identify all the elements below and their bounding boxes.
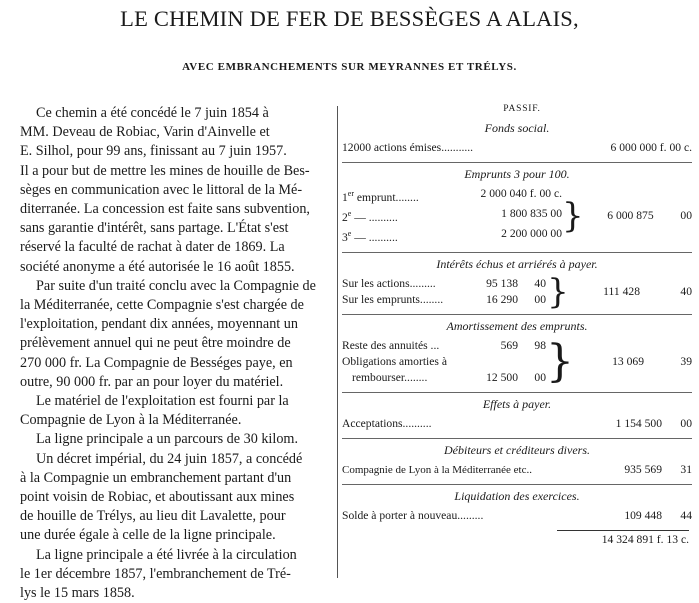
row-label: 1er emprunt........ [342, 189, 419, 204]
row-amount: 935 569 [624, 462, 662, 476]
row-label: 12000 actions émises........... [342, 141, 474, 154]
passif-heading: PASSIF. [503, 104, 541, 114]
section-title: Amortissement des emprunts. [446, 318, 588, 333]
group-total: 13 069 [612, 354, 644, 368]
paragraph [20, 450, 332, 546]
row-amount: 6 000 000 f. 00 c. [610, 141, 692, 154]
page-title: LE CHEMIN DE FER DE BESSÈGES A ALAIS, [120, 6, 579, 31]
row-cents: 31 [680, 462, 692, 476]
section-divider [342, 252, 692, 253]
left-column-text [20, 104, 332, 603]
text-line: La ligne principale a un parcours de 30 kilom. [36, 431, 298, 448]
row-label: Obligations amorties à [342, 354, 447, 368]
group-total: 111 428 [603, 284, 640, 298]
section-fonds-social [342, 121, 692, 163]
text-line: E. Silhol, pour 99 ans, finissant au 7 juin 1957. [20, 143, 287, 160]
text-line: diterranée. La concession est faite sans subvention, [20, 201, 310, 218]
text-line: réservé la faculté de rachat à dater de 1869. La [20, 239, 285, 256]
text-line: Un décret impérial, du 24 juin 1857, a concédé [36, 450, 303, 467]
text-line: Ce chemin a été concédé le 7 juin 1854 à [36, 105, 269, 121]
section-interets [342, 257, 692, 315]
section-debiteurs [342, 443, 692, 485]
row-label: Solde à porter à nouveau......... [342, 508, 484, 522]
row-amount: 2 200 000 00 [501, 226, 562, 240]
text-line: Compagnie de Lyon à la Méditerranée. [20, 412, 242, 429]
text-line: une durée égale à celle de la ligne principale. [20, 527, 276, 544]
section-divider [342, 484, 692, 485]
text-line: à la Compagnie un embranchement partant d'un [20, 469, 292, 486]
paragraph [20, 277, 332, 392]
text-line: de houille de Trélys, au lieu dit Lavalette, pour [20, 508, 286, 525]
paragraph [20, 104, 332, 277]
text-line: sèges en communication avec le littoral de la Mé- [20, 181, 303, 198]
page-subtitle: AVEC EMBRANCHEMENTS SUR MEYRANNES ET TRÉLYS. [182, 61, 517, 73]
section-title: Liquidation des exercices. [454, 488, 580, 503]
text-line: l'exploitation, pendant dix années, moyennant un [20, 316, 298, 333]
row-cents: 00 [534, 370, 546, 384]
row-label: 2e — .......... [342, 208, 398, 224]
text-line: le 1er décembre 1857, l'embranchement de Tré- [20, 565, 291, 582]
row-amount: 12 500 [486, 370, 518, 384]
paragraph [20, 430, 332, 449]
text-line: La ligne principale a été livrée à la circulation [36, 546, 297, 563]
group-cents: 39 [680, 354, 692, 368]
text-line: la Méditerranée, cette Compagnie s'est chargée de [20, 297, 304, 314]
section-effets [342, 397, 692, 439]
text-line: sans garantie d'intérêt, sans partage. L'État s'est [20, 220, 289, 237]
text-line: MM. Deveau de Robiac, Varin d'Ainvelle et [20, 124, 270, 141]
row-amount: 2 000 040 f. 00 c. [480, 187, 562, 200]
section-divider [342, 392, 692, 393]
row-label: Acceptations.......... [342, 416, 432, 430]
text-line: lys le 15 mars 1858. [20, 585, 135, 602]
section-title: Fonds social. [484, 121, 550, 135]
row-amount: 1 154 500 [615, 416, 662, 430]
grand-total: 14 324 891 f. 13 c. [557, 528, 689, 547]
row-cents: 00 [534, 292, 546, 306]
text-line: 270 000 fr. La Compagnie de Bességes paye, en [20, 354, 293, 371]
section-title: Débiteurs et créditeurs divers. [444, 442, 590, 457]
text-line: Le matériel de l'exploitation est fourni par la [36, 393, 289, 410]
row-amount: 95 138 [486, 276, 518, 290]
brace-icon: } [562, 195, 584, 236]
text-line: outre, 90 000 fr. par an pour loyer du matériel. [20, 373, 284, 390]
row-cents: 44 [680, 508, 692, 522]
section-title: Intérêts échus et arriérés à payer. [436, 256, 598, 271]
row-label: rembourser........ [352, 370, 428, 384]
section-divider [342, 438, 692, 439]
text-line: prélèvement annuel qui ne peut être moindre de [20, 335, 291, 352]
row-amount: 109 448 [624, 508, 662, 522]
text-line: Par suite d'un traité conclu avec la Compagnie de [36, 277, 316, 294]
section-amortissement [342, 319, 692, 393]
group-total: 6 000 875 [607, 208, 654, 222]
text-line: point voisin de Robiac, et aboutissant aux mines [20, 489, 295, 506]
row-cents: 00 [680, 416, 692, 430]
section-emprunts [342, 167, 692, 253]
section-title: Emprunts 3 pour 100. [464, 167, 570, 181]
paragraph [20, 546, 332, 603]
row-label: Sur les actions......... [342, 276, 436, 290]
passif-balance-sheet [342, 102, 692, 550]
brace-icon: } [547, 271, 569, 312]
text-line: société anonyme a été autorisée le 16 août 1855. [20, 258, 295, 275]
paragraph [20, 392, 332, 430]
row-amount: 16 290 [486, 292, 518, 306]
group-cents: 40 [680, 284, 692, 298]
section-divider [342, 314, 692, 315]
row-label: Compagnie de Lyon à la Méditerranée etc.. [342, 463, 532, 476]
section-title: Effets à payer. [482, 396, 552, 411]
row-label: 3e — .......... [342, 228, 398, 244]
row-amount: 1 800 835 00 [501, 206, 562, 220]
brace-icon: } [546, 335, 574, 387]
row-amount: 569 [500, 338, 518, 352]
row-cents: 40 [534, 276, 546, 290]
row-label: Reste des annuités ... [342, 338, 440, 352]
section-divider [342, 162, 692, 163]
group-cents: 00 [680, 208, 692, 222]
row-label: Sur les emprunts........ [342, 292, 444, 306]
column-divider [337, 106, 338, 578]
row-cents: 98 [534, 338, 546, 352]
text-line: Il a pour but de mettre les mines de houille de Bes- [20, 162, 310, 179]
section-liquidation [342, 489, 692, 524]
